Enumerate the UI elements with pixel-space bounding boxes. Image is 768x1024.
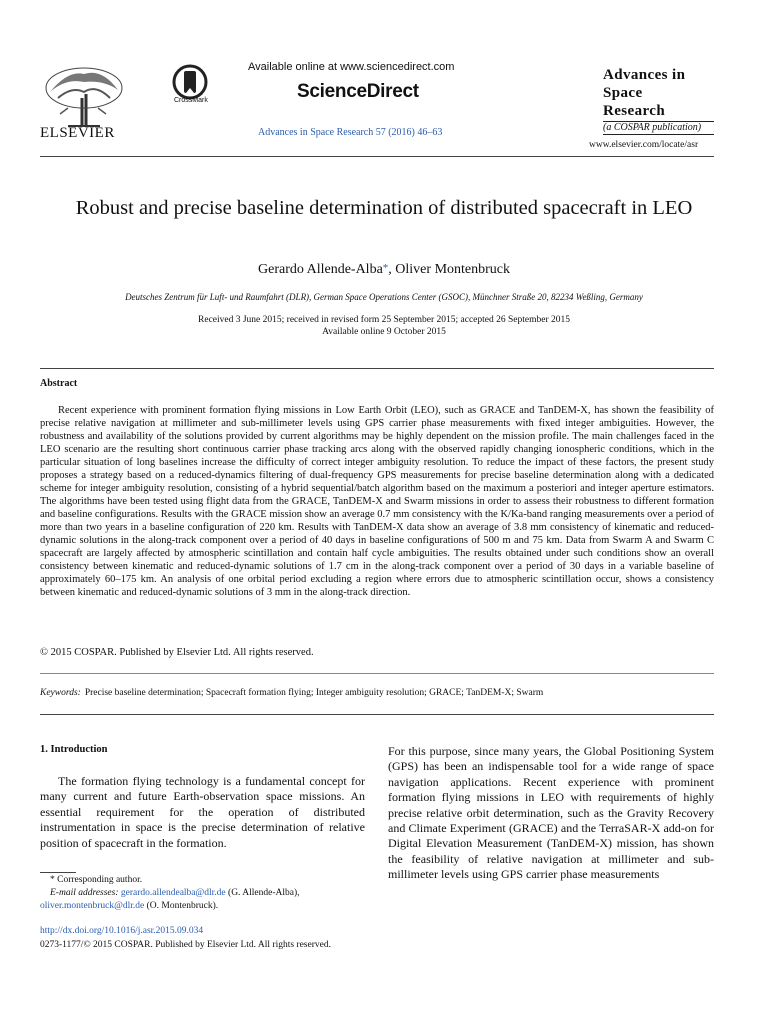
abstract-text: Recent experience with prominent formation flying missions in Low Earth Orbit (LEO), such as GRACE and TanDEM-X, has shown the feasibility of precise relative navigation at millimeter and sub-millimeter levels using GPS carrier phase measurements with fixed integer ambiguities. However, the robustness and availability of the solutions provided by current algorithms may be highly dependent on the mission profile. The main challenges faced in the LEO scenario are the resulting short continuous carrier phase tracking arcs along with the observed rapidly changing ionospheric conditions, which in the particular situation of long baselines increase the difficulty of correct integer ambiguity resolution. To reduce the impact of these factors, the present study proposes a strategy based on a reduced-dynamics filtering of dual-frequency GPS measurements for precise baseline determination along with a dedicated scheme for integer ambiguity resolution, consisting of a hybrid sequential/batch algorithm based on the maximum a posteriori and integer aperture estimators. The algorithms have been tested using flight data from the GRACE, TanDEM-X and Swarm missions in order to assess their robustness to different formation and baseline configurations. Results with the GRACE mission show an average 0.7 mm consistency with the K/Ka-band ranging measurements over a period of more than two years in a baseline configuration of 220 km. Results with TanDEM-X data show an average of 3.8 mm consistency of kinematic and reduced-dynamic solutions in the along-track component over a period of 40 days in baseline configurations of 500 m and 75 km. Data from Swarm A and Swarm C spacecraft are largely affected by atmospheric scintillation and contain half cycle ambiguities. The results obtained under such conditions show an overall consistency between kinematic and reduced-dynamic solutions of 1.7 cm in the along-track component over a period of 30 days in a variable baseline of approximately 60–175 km. An analysis of one orbital period excluding a region where errors due to atmospheric scintillation occur, shows a consistency between kinematic and reduced-dynamic solutions of 3 mm in the along-track direction. bbox=[40, 405, 714, 598]
author-2: , Oliver Montenbruck bbox=[388, 262, 510, 277]
crossmark-label: CrossMark bbox=[174, 97, 208, 104]
received-dates: Received 3 June 2015; received in revised form 25 September 2015; accepted 26 September 2015 bbox=[198, 315, 570, 325]
footnote-divider bbox=[40, 872, 76, 873]
publisher-name: ELSEVIER bbox=[40, 125, 115, 141]
journal-title-line-1: Advances in bbox=[603, 67, 686, 83]
issn-copyright: 0273-1177/© 2015 COSPAR. Published by Elsevier Ltd. All rights reserved. bbox=[40, 940, 331, 950]
email-owner-1: (G. Allende-Alba), bbox=[228, 888, 300, 898]
journal-title-line-2: Space bbox=[603, 85, 643, 101]
section-heading-introduction: 1. Introduction bbox=[40, 744, 108, 755]
footnotes bbox=[40, 874, 365, 913]
sciencedirect-logo[interactable]: ScienceDirect bbox=[297, 81, 419, 102]
email-link-1[interactable]: gerardo.allendealba@dlr.de bbox=[120, 888, 226, 898]
journal-subtitle: (a COSPAR publication) bbox=[603, 122, 702, 133]
article-history bbox=[40, 314, 728, 338]
intro-paragraph-1: The formation flying technology is a fundamental concept for many current and future Earth-observation space missions. An essential requirement for the operation of distributed instrumentation in space is the precise determination of relative position of spacecraft in the formation. bbox=[40, 774, 365, 850]
abstract-copyright: © 2015 COSPAR. Published by Elsevier Ltd. All rights reserved. bbox=[40, 647, 314, 658]
email-line-2 bbox=[40, 900, 365, 913]
header-divider bbox=[40, 156, 714, 157]
journal-reference[interactable]: Advances in Space Research 57 (2016) 46–63 bbox=[258, 127, 443, 138]
author-1: Gerardo Allende-Alba bbox=[258, 262, 383, 277]
abstract-heading: Abstract bbox=[40, 378, 78, 389]
corresponding-author-marker[interactable]: * bbox=[382, 262, 389, 274]
keywords-divider-bottom bbox=[40, 714, 714, 715]
journal-title-line-3: Research bbox=[603, 103, 666, 119]
email-owner-2: (O. Montenbruck). bbox=[146, 901, 219, 911]
keywords-list: Precise baseline determination; Spacecraft formation flying; Integer ambiguity resolution; GRACE; TanDEM-X; Swarm bbox=[84, 688, 544, 698]
keywords-divider-top bbox=[40, 673, 714, 674]
author-list bbox=[40, 262, 728, 278]
article-title: Robust and precise baseline determination of distributed spacecraft in LEO bbox=[75, 197, 693, 219]
abstract-divider-top bbox=[40, 368, 714, 369]
elsevier-tree-logo bbox=[38, 64, 130, 128]
email-label: E-mail addresses: bbox=[50, 888, 119, 898]
available-online-date: Available online 9 October 2015 bbox=[322, 327, 446, 337]
intro-paragraph-2: For this purpose, since many years, the Global Positioning System (GPS) has been an indispensable tool for a wide range of space navigation applications. Recent experience with prominent formation flying missions in LEO with requirements of highly precise relative orbit determination, such as the Gravity Recovery and Climate Experiment (GRACE) and the TerraSAR-X add-on for Digital Elevation Measurement (TanDEM-X) mission, has shown the feasibility of relative navigation at millimeter and sub-millimeter levels using GPS carrier phase measurements bbox=[388, 744, 714, 882]
keywords-label: Keywords: bbox=[40, 688, 81, 698]
journal-title bbox=[603, 66, 685, 120]
journal-url[interactable]: www.elsevier.com/locate/asr bbox=[589, 140, 699, 150]
corresponding-author-note: * Corresponding author. bbox=[50, 875, 143, 885]
doi-link[interactable]: http://dx.doi.org/10.1016/j.asr.2015.09.034 bbox=[40, 926, 204, 936]
email-link-2[interactable]: oliver.montenbruck@dlr.de bbox=[40, 901, 145, 911]
available-online-text: Available online at www.sciencedirect.com bbox=[248, 61, 455, 73]
journal-rule-bottom bbox=[603, 134, 714, 135]
keywords bbox=[40, 688, 543, 698]
email-line bbox=[40, 887, 365, 900]
affiliation: Deutsches Zentrum für Luft- und Raumfahrt (DLR), German Space Operations Center (GSOC), Münchner Straße 20, 82234 Weßling, Germany bbox=[125, 292, 643, 302]
